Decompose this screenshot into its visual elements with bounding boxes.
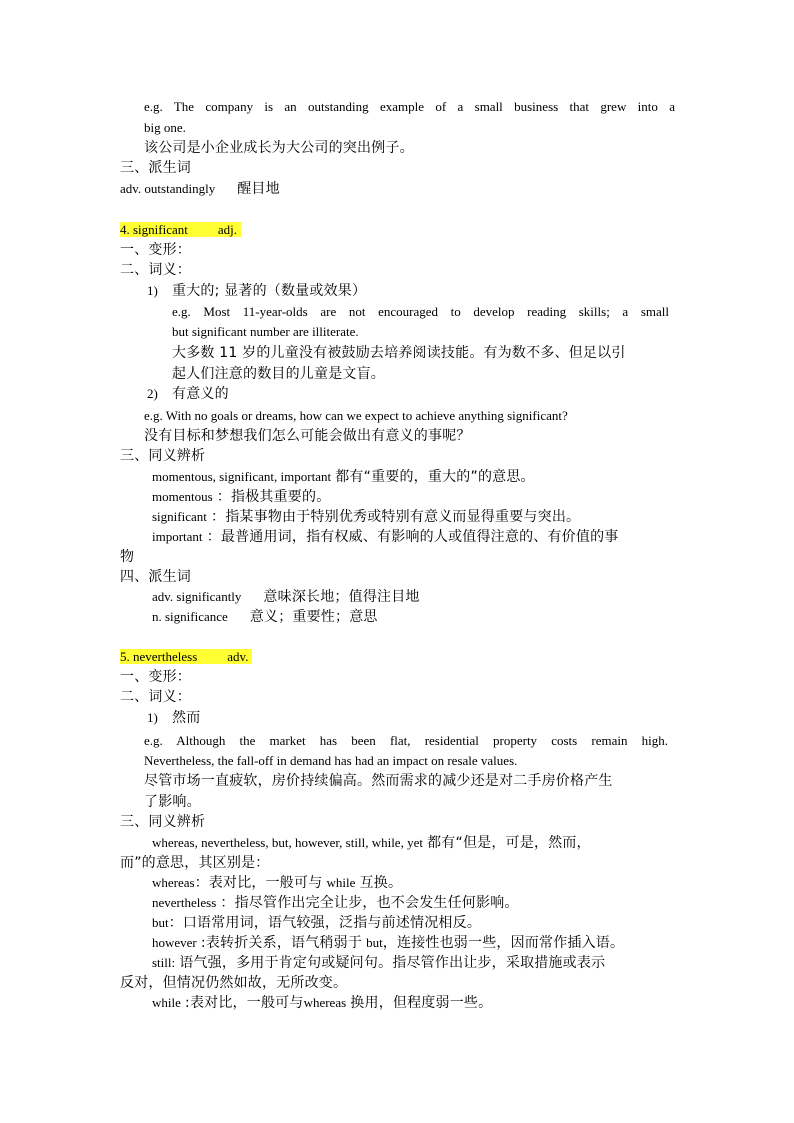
text-line: e.g. With no goals or dreams, how can we expect to achieve anything significant? <box>144 408 568 423</box>
synonym-entry-cont <box>120 547 134 567</box>
synonym-word: however <box>152 935 197 950</box>
synonym-intro <box>152 833 591 853</box>
example-sentence-cont <box>172 322 359 342</box>
synonym-entry <box>152 993 492 1013</box>
synonym-note: 语气强，多用于肯定句或疑问句。指尽管作出让步，采取措施或表示 <box>179 955 606 971</box>
sense-number: 1) <box>147 283 158 298</box>
section-heading <box>120 812 205 832</box>
text-line: 一、变形： <box>120 669 191 685</box>
synonym-entry <box>152 873 402 893</box>
highlight <box>120 649 252 664</box>
text-line: 三、同义辨析 <box>120 448 206 464</box>
example-sentence <box>144 97 675 117</box>
synonym-note: 换用，但程度弱一些。 <box>350 995 493 1011</box>
sense-number: 2) <box>147 386 158 401</box>
sense-text <box>172 281 366 301</box>
sense-number: 1) <box>147 710 158 725</box>
headword: 5. nevertheless <box>120 649 198 664</box>
synonym-note: :表对比，一般可与 <box>185 995 304 1011</box>
derivative-word: n. significance <box>152 609 228 624</box>
text-line: 四、派生词 <box>120 569 191 585</box>
translation <box>144 771 613 791</box>
sense-item <box>147 281 158 301</box>
synonym-note: ：最普通用词，指有权威、有影响的人或值得注意的、有价值的事 <box>206 529 619 545</box>
text-line: 三、同义辨析 <box>120 814 206 830</box>
synonym-meaning: 都有“但是，可是，然而， <box>427 835 591 851</box>
synonym-word: but <box>366 935 383 950</box>
translation <box>144 426 471 446</box>
synonym-entry <box>152 507 580 527</box>
translation <box>144 138 414 158</box>
synonym-entry <box>152 893 519 913</box>
text-line: e.g. The company is an outstanding example of a small business that grew into a <box>144 99 675 114</box>
text-line: 该公司是小企业成长为大公司的突出例子。 <box>144 140 414 156</box>
synonym-word: nevertheless <box>152 895 217 910</box>
synonym-word: significant <box>152 509 207 524</box>
section-heading <box>120 687 191 707</box>
derivative-word: adv. outstandingly <box>120 181 216 196</box>
text-line: 反对，但情况仍然如故，无所改变。 <box>120 975 348 991</box>
section-heading <box>120 446 205 466</box>
text-line: 尽管市场一直疲软，房价持续偏高。然而需求的减少还是对二手房价格产生 <box>144 773 613 789</box>
synonym-entry <box>152 933 624 953</box>
headword: 4. significant <box>120 222 188 237</box>
sense-item <box>147 384 158 404</box>
synonym-word: whereas <box>152 875 195 890</box>
example-sentence <box>172 302 669 322</box>
synonym-entry <box>152 953 605 973</box>
synonym-words: whereas, nevertheless, but, however, still, while, yet <box>152 835 423 850</box>
text-line: 了影响。 <box>144 794 201 810</box>
synonym-note: ，连接性也弱一些，因而常作插入语。 <box>382 935 625 951</box>
synonym-entry-cont <box>120 973 347 993</box>
text-line: e.g. Although the market has been flat, residential property costs remain high. <box>144 733 668 748</box>
example-sentence <box>144 731 668 751</box>
synonym-word: but <box>152 915 169 930</box>
synonym-note: ：指某事物由于特别优秀或特别有意义而显得重要与突出。 <box>211 509 581 525</box>
text-line: 起人们注意的数目的儿童是文盲。 <box>172 366 385 382</box>
text-line: 然而 <box>172 710 201 726</box>
text-line: e.g. Most 11-year-olds are not encouraged to develop reading skills; a small <box>172 304 669 319</box>
text-line: 没有目标和梦想我们怎么可能会做出有意义的事呢？ <box>144 428 471 444</box>
text-line: Nevertheless, the fall-off in demand has had an impact on resale values. <box>144 753 518 768</box>
example-sentence-cont <box>144 751 517 771</box>
text-line: 三、派生词 <box>120 160 191 176</box>
sense-item <box>147 708 158 728</box>
derivative-entry <box>152 607 378 627</box>
text-line: 一、变形： <box>120 242 191 258</box>
section-heading <box>120 240 191 260</box>
example-sentence-cont <box>144 118 186 138</box>
highlight <box>120 222 241 237</box>
word-heading-significant <box>120 220 241 240</box>
translation-cont <box>144 792 201 812</box>
synonym-note: ：口语常用词，语气较强，泛指与前述情况相反。 <box>168 915 482 931</box>
section-heading <box>120 567 191 587</box>
word-heading-nevertheless <box>120 647 252 667</box>
synonym-entry <box>152 487 330 507</box>
text-line: 有意义的 <box>172 386 229 402</box>
synonym-words: momentous, significant, important <box>152 469 332 484</box>
synonym-word: still: <box>152 955 176 970</box>
text-line: 而”的意思，其区别是： <box>120 855 270 871</box>
derivative-meaning: 意味深长地；值得注目地 <box>263 589 420 605</box>
synonym-word: while <box>152 995 181 1010</box>
synonym-entry <box>152 913 481 933</box>
example-sentence <box>144 406 568 426</box>
derivative-meaning: 意义；重要性；意思 <box>249 609 378 625</box>
synonym-note: ：指极其重要的。 <box>216 489 331 505</box>
synonym-word: whereas <box>303 995 347 1010</box>
section-heading <box>120 158 191 178</box>
section-heading <box>120 260 191 280</box>
translation-cont <box>172 364 385 384</box>
synonym-note: ：表对比，一般可与 <box>194 875 323 891</box>
text-line: but significant number are illiterate. <box>172 324 359 339</box>
derivative-entry <box>152 587 420 607</box>
derivative-word: adv. significantly <box>152 589 242 604</box>
part-of-speech: adv. <box>227 649 249 664</box>
sense-text <box>172 384 229 404</box>
text-line: 二、词义： <box>120 262 191 278</box>
synonym-word: while <box>326 875 356 890</box>
text-line: 物 <box>120 549 135 565</box>
section-heading <box>120 667 191 687</box>
derivative-meaning: 醒目地 <box>237 181 280 197</box>
text-line: 大多数 11 岁的儿童没有被鼓励去培养阅读技能。有为数不多、但足以引 <box>172 345 626 361</box>
synonym-entry <box>152 527 619 547</box>
text-line: big one. <box>144 120 186 135</box>
sense-text <box>172 708 200 728</box>
translation <box>172 343 626 363</box>
synonym-note: :表转折关系，语气稍弱于 <box>200 935 363 951</box>
part-of-speech: adj. <box>217 222 238 237</box>
synonym-meaning: 都有“重要的，重大的”的意思。 <box>335 469 535 485</box>
derivative-entry <box>120 179 280 199</box>
synonym-intro-cont <box>120 853 269 873</box>
synonym-note: 互换。 <box>359 875 403 891</box>
text-line: 重大的; 显著的（数量或效果） <box>172 283 367 299</box>
text-line: 二、词义： <box>120 689 191 705</box>
synonym-intro <box>152 467 535 487</box>
synonym-word: momentous <box>152 489 213 504</box>
synonym-note: ：指尽管作出完全让步，也不会发生任何影响。 <box>220 895 519 911</box>
synonym-word: important <box>152 529 203 544</box>
